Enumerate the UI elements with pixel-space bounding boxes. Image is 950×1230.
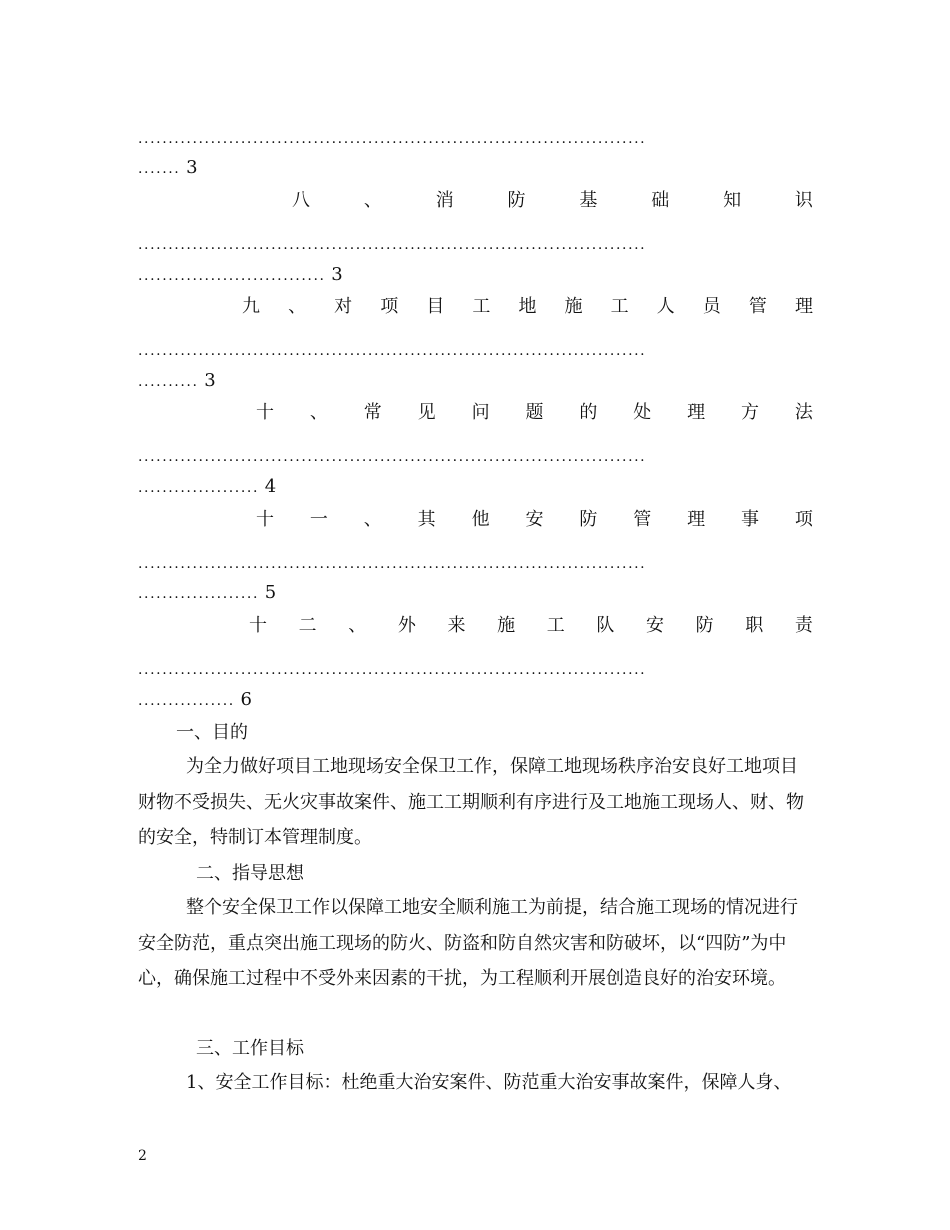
- toc-entry-title[interactable]: 八 、 消 防 基 础 知 识: [292, 190, 813, 211]
- toc-dots: ....................................................................................: [138, 556, 647, 572]
- toc-page-number: 3: [331, 264, 343, 285]
- toc-page-number: 3: [186, 157, 198, 178]
- toc-dots: ....................................................................................: [138, 662, 647, 678]
- toc-leader: [138, 369, 813, 394]
- section-heading: 一、目的: [176, 722, 248, 743]
- page-number: 2: [138, 1148, 147, 1164]
- toc-page-number: 5: [264, 582, 277, 603]
- toc-dots: ....................................................................................: [138, 343, 647, 359]
- toc-leader-dots: ...............................: [138, 268, 326, 284]
- toc-entry-title[interactable]: 十 二 、 外 来 施 工 队 安 防 职 责: [249, 615, 813, 636]
- toc-leader-dots: ..........: [138, 374, 199, 390]
- toc-entry-title[interactable]: 九 、 对 项 目 工 地 施 工 人 员 管 理: [242, 296, 813, 317]
- toc-leader: [138, 263, 813, 288]
- toc-leader: [138, 688, 813, 713]
- toc-page-number: 6: [240, 689, 252, 710]
- toc-dots: ....................................................................................: [138, 237, 647, 253]
- section-body: 整个安全保卫工作以保障工地安全顺利施工为前提，结合施工现场的情况进行安全防范，重点突出施工现场的防火、防盗和防自然灾害和防破坏，以“四防”为中心，确保施工过程中不受外来因素的干扰，为工程顺利开展创造良好的治安环境。: [138, 897, 798, 989]
- toc-dots: ....................................................................................: [138, 449, 647, 465]
- section-heading: 二、指导思想: [196, 863, 304, 884]
- section-body: 为全力做好项目工地现场安全保卫工作，保障工地现场秩序治安良好工地项目财物不受损失、无火灾事故案件、施工工期顺利有序进行及工地施工现场人、财、物的安全，特制订本管理制度。: [138, 756, 804, 848]
- toc-page-number: 3: [204, 370, 216, 391]
- toc-leader: [138, 156, 813, 181]
- toc-leader: [138, 475, 813, 500]
- toc-leader: [138, 581, 813, 606]
- section-body: 1、安全工作目标：杜绝重大治安案件、防范重大治安事故案件，保障人身、: [186, 1072, 792, 1093]
- toc-leader-dots: ....................: [138, 480, 260, 496]
- toc-entry-title[interactable]: 十 一 、 其 他 安 防 管 理 事 项: [256, 509, 813, 530]
- toc-leader-dots: ................: [138, 693, 235, 709]
- toc-leader-dots: ....................: [138, 586, 260, 602]
- toc-leader-dots: .......: [138, 161, 181, 177]
- toc-dots: ....................................................................................: [138, 131, 647, 147]
- toc-page-number: 4: [264, 476, 277, 497]
- toc-entry-title[interactable]: 十 、 常 见 问 题 的 处 理 方 法: [256, 402, 813, 423]
- section-heading: 三、工作目标: [196, 1038, 304, 1059]
